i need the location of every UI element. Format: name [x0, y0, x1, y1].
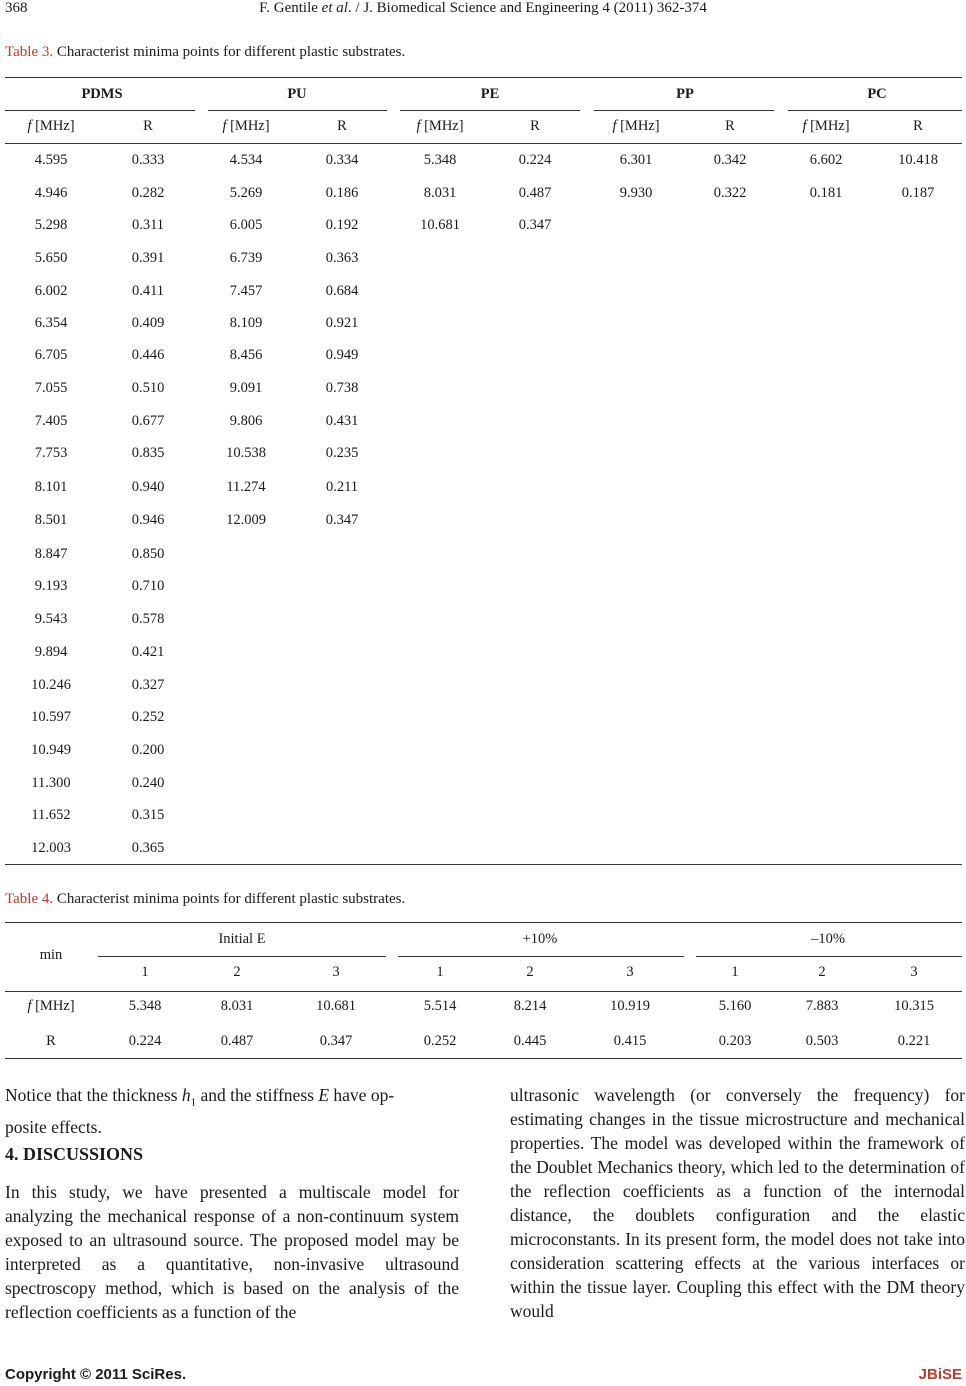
running-head: F. Gentile et al. / J. Biomedical Science and Engineering 4 (2011) 362-374 [259, 0, 707, 16]
table3-cell: 0.327 [131, 677, 165, 693]
table3-cell: 4.534 [229, 152, 263, 168]
table3-cell: 0.940 [131, 479, 165, 495]
table4-cell: 0.487 [220, 1033, 254, 1049]
table3-cell: 6.739 [229, 250, 263, 266]
table3-cell: 10.246 [31, 677, 71, 693]
table4-row-label: R [46, 1033, 56, 1049]
table3-cell: 6.705 [34, 347, 68, 363]
table3-group-rule [594, 110, 774, 111]
journal-abbrev: JBiSE [918, 1366, 962, 1383]
table3-cell: 9.894 [34, 644, 68, 660]
table3-caption [5, 44, 405, 61]
table3-cell: 9.091 [229, 380, 263, 396]
table3-cell: 7.753 [34, 445, 68, 461]
table3-cell: 0.363 [325, 250, 359, 266]
table3-cell: 0.181 [809, 185, 843, 201]
table3-cell: 6.005 [229, 217, 263, 233]
table3-cell: 5.298 [34, 217, 68, 233]
table4-group-label: Initial E [218, 931, 266, 947]
table3-cell: 9.193 [34, 578, 68, 594]
table3-cell: 0.835 [131, 445, 165, 461]
table3-cell: 0.347 [518, 217, 552, 233]
table4-cell: 5.160 [718, 998, 752, 1014]
table3-subheader: f [MHz] [416, 118, 464, 134]
table3-cell: 0.347 [325, 512, 359, 528]
table3-cell: 0.946 [131, 512, 165, 528]
table3-cell: 7.405 [34, 413, 68, 429]
section-title: 4. DISCUSSIONS [5, 1144, 144, 1164]
table4-subheader: 2 [818, 964, 826, 980]
table4-cell: 5.514 [423, 998, 457, 1014]
table3-cell: 8.109 [229, 315, 263, 331]
table4-cell: 7.883 [805, 998, 839, 1014]
table4-subheader: 1 [731, 964, 739, 980]
table3-cell: 0.322 [713, 185, 747, 201]
page-number: 368 [5, 0, 28, 16]
table4-subheader: 2 [233, 964, 241, 980]
table4-subheader: 3 [332, 964, 340, 980]
table3-group-rule [400, 110, 580, 111]
table3-cell: 4.595 [34, 152, 68, 168]
table3-cell: 0.342 [713, 152, 747, 168]
table3-cell: 0.282 [131, 185, 165, 201]
table4-cell: 0.252 [423, 1033, 457, 1049]
table4-caption [5, 891, 405, 908]
table3-cell: 0.240 [131, 775, 165, 791]
table3-cell: 0.684 [325, 283, 359, 299]
table3-cell: 12.003 [31, 840, 71, 856]
table3-subheader: R [725, 118, 735, 134]
table3-cell: 5.269 [229, 185, 263, 201]
table3-cell: 0.333 [131, 152, 165, 168]
table3-cell: 11.652 [31, 807, 71, 823]
intro-paragraph: Notice that the thickness $h_1$ and the stiffness E have op- posite effects. [5, 1085, 395, 1137]
table3-cell: 0.446 [131, 347, 165, 363]
table3-cell: 0.211 [325, 479, 359, 495]
table3-cell: 0.487 [518, 185, 552, 201]
table3-cell: 0.187 [901, 185, 935, 201]
table4-bottom-rule [5, 1058, 962, 1059]
table4-group-label: +10% [522, 931, 558, 947]
table3-cell: 0.200 [131, 742, 165, 758]
table3-cell: 0.235 [325, 445, 359, 461]
table3-bottom-rule [5, 864, 962, 865]
table3-cell: 0.186 [325, 185, 359, 201]
table3-cell: 0.391 [131, 250, 165, 266]
table3-group-pc: PC [867, 86, 887, 102]
table4-row-header: min [39, 947, 63, 963]
table3-cell: 9.930 [619, 185, 653, 201]
table3-group-rule [5, 110, 195, 111]
table4-subheader: 1 [141, 964, 149, 980]
table4-cell: 8.031 [220, 998, 254, 1014]
table3-group-pp: PP [676, 86, 694, 102]
table3-cell: 0.409 [131, 315, 165, 331]
table3-cell: 10.949 [31, 742, 71, 758]
table3-subheader: f [MHz] [612, 118, 660, 134]
table4-subheader: 1 [436, 964, 444, 980]
table3-subheader: R [530, 118, 540, 134]
table3-group-pu: PU [287, 86, 307, 102]
table3-subheader: f [MHz] [222, 118, 270, 134]
table4-cell: 0.221 [897, 1033, 931, 1049]
table3-cell: 9.806 [229, 413, 263, 429]
table3-cell: 0.421 [131, 644, 165, 660]
table4-subheader: 2 [526, 964, 534, 980]
table3-cell: 8.101 [34, 479, 68, 495]
table3-cell: 6.301 [619, 152, 653, 168]
table4-caption-text: Characterist minima points for different plastic substrates. [53, 891, 406, 907]
table4-subheader: 3 [910, 964, 918, 980]
table3-cell: 0.252 [131, 709, 165, 725]
table3-cell: 5.650 [34, 250, 68, 266]
table3-cell: 6.354 [34, 315, 68, 331]
right-paragraph: ultrasonic wavelength (or conversely the frequency) for estimating changes in the tissue microstructure and mechanical properties. The model was developed within the framework of the Doublet Mechanics theory, which led to the determination of the reflection coefficients as a function of the internodal distance, the doublets configuration and the elastic microconstants. In its present form, the model does not take into consideration scattering effects at the various interfaces or within the tissue layer. Coupling this effect with the DM theory would [510, 1085, 965, 1321]
table4-cell: 10.315 [894, 998, 934, 1014]
table4-subheader: 3 [626, 964, 634, 980]
table3-cell: 0.311 [131, 217, 165, 233]
table3-subheader: f [MHz] [802, 118, 850, 134]
table3-group-pdms: PDMS [81, 86, 123, 102]
table3-caption-label: Table 3. [5, 44, 54, 60]
table3-group-pe: PE [480, 86, 500, 102]
table3-group-rule [788, 110, 962, 111]
table3-cell: 0.411 [131, 283, 165, 299]
table4-group-rule [696, 956, 962, 957]
table3-cell: 10.418 [898, 152, 938, 168]
table3-cell: 4.946 [34, 185, 68, 201]
table4-group-label: –10% [811, 931, 845, 947]
table3-cell: 0.738 [325, 380, 359, 396]
table3-subheader: f [MHz] [27, 118, 75, 134]
table3-cell: 7.055 [34, 380, 68, 396]
table3-subheader: R [143, 118, 153, 134]
table3-cell: 10.597 [31, 709, 71, 725]
table3-cell: 0.850 [131, 546, 165, 562]
table3-cell: 0.334 [325, 152, 359, 168]
table3-cell: 0.578 [131, 611, 165, 627]
table4-cell: 0.445 [513, 1033, 547, 1049]
table3-cell: 6.602 [809, 152, 843, 168]
table4-cell: 8.214 [513, 998, 547, 1014]
table3-group-rule [208, 110, 387, 111]
table3-cell: 0.224 [518, 152, 552, 168]
table3-cell: 6.002 [34, 283, 68, 299]
table3-cell: 5.348 [423, 152, 457, 168]
table3-cell: 8.456 [229, 347, 263, 363]
table3-cell: 0.315 [131, 807, 165, 823]
table4-group-rule [98, 956, 386, 957]
table3-cell: 0.192 [325, 217, 359, 233]
table4-cell: 5.348 [128, 998, 162, 1014]
table3-cell: 0.677 [131, 413, 165, 429]
table4-cell: 0.415 [613, 1033, 647, 1049]
table3-cell: 8.031 [423, 185, 457, 201]
table4-group-rule [398, 956, 684, 957]
table3-cell: 8.847 [34, 546, 68, 562]
table3-cell: 10.538 [226, 445, 266, 461]
table4-cell: 10.919 [610, 998, 650, 1014]
table4-cell: 10.681 [316, 998, 356, 1014]
table4-top-rule [5, 922, 962, 923]
table3-cell: 0.949 [325, 347, 359, 363]
copyright: Copyright © 2011 SciRes. [5, 1366, 187, 1383]
table4-cell: 0.203 [718, 1033, 752, 1049]
table3-subheader: R [913, 118, 923, 134]
table3-header-rule [5, 143, 962, 144]
table3-top-rule [5, 77, 962, 78]
table3-cell: 7.457 [229, 283, 263, 299]
table4-header-rule [5, 991, 962, 992]
table3-cell: 0.365 [131, 840, 165, 856]
table3-caption-text: Characterist minima points for different plastic substrates. [53, 44, 406, 60]
left-paragraph: In this study, we have presented a multiscale model for analyzing the mechanical response of a non-continuum system exposed to an ultrasound source. The proposed model may be interpreted as a quantitative, non-invasive ultrasound spectroscopy method, which is based on the analysis of the reflection coefficients as a function of the [5, 1182, 459, 1322]
table3-subheader: R [337, 118, 347, 134]
table3-cell: 12.009 [226, 512, 266, 528]
table4-row-label: f [MHz] [27, 998, 75, 1014]
table3-cell: 0.921 [325, 315, 359, 331]
table3-cell: 9.543 [34, 611, 68, 627]
table3-cell: 10.681 [420, 217, 460, 233]
table3-cell: 0.431 [325, 413, 359, 429]
table3-cell: 11.300 [31, 775, 71, 791]
table3-cell: 8.501 [34, 512, 68, 528]
table3-cell: 11.274 [226, 479, 266, 495]
table4-caption-label: Table 4. [5, 891, 54, 907]
table3-cell: 0.710 [131, 578, 165, 594]
table3-cell: 0.510 [131, 380, 165, 396]
table4-cell: 0.503 [805, 1033, 839, 1049]
table4-cell: 0.347 [319, 1033, 353, 1049]
table4-cell: 0.224 [128, 1033, 162, 1049]
